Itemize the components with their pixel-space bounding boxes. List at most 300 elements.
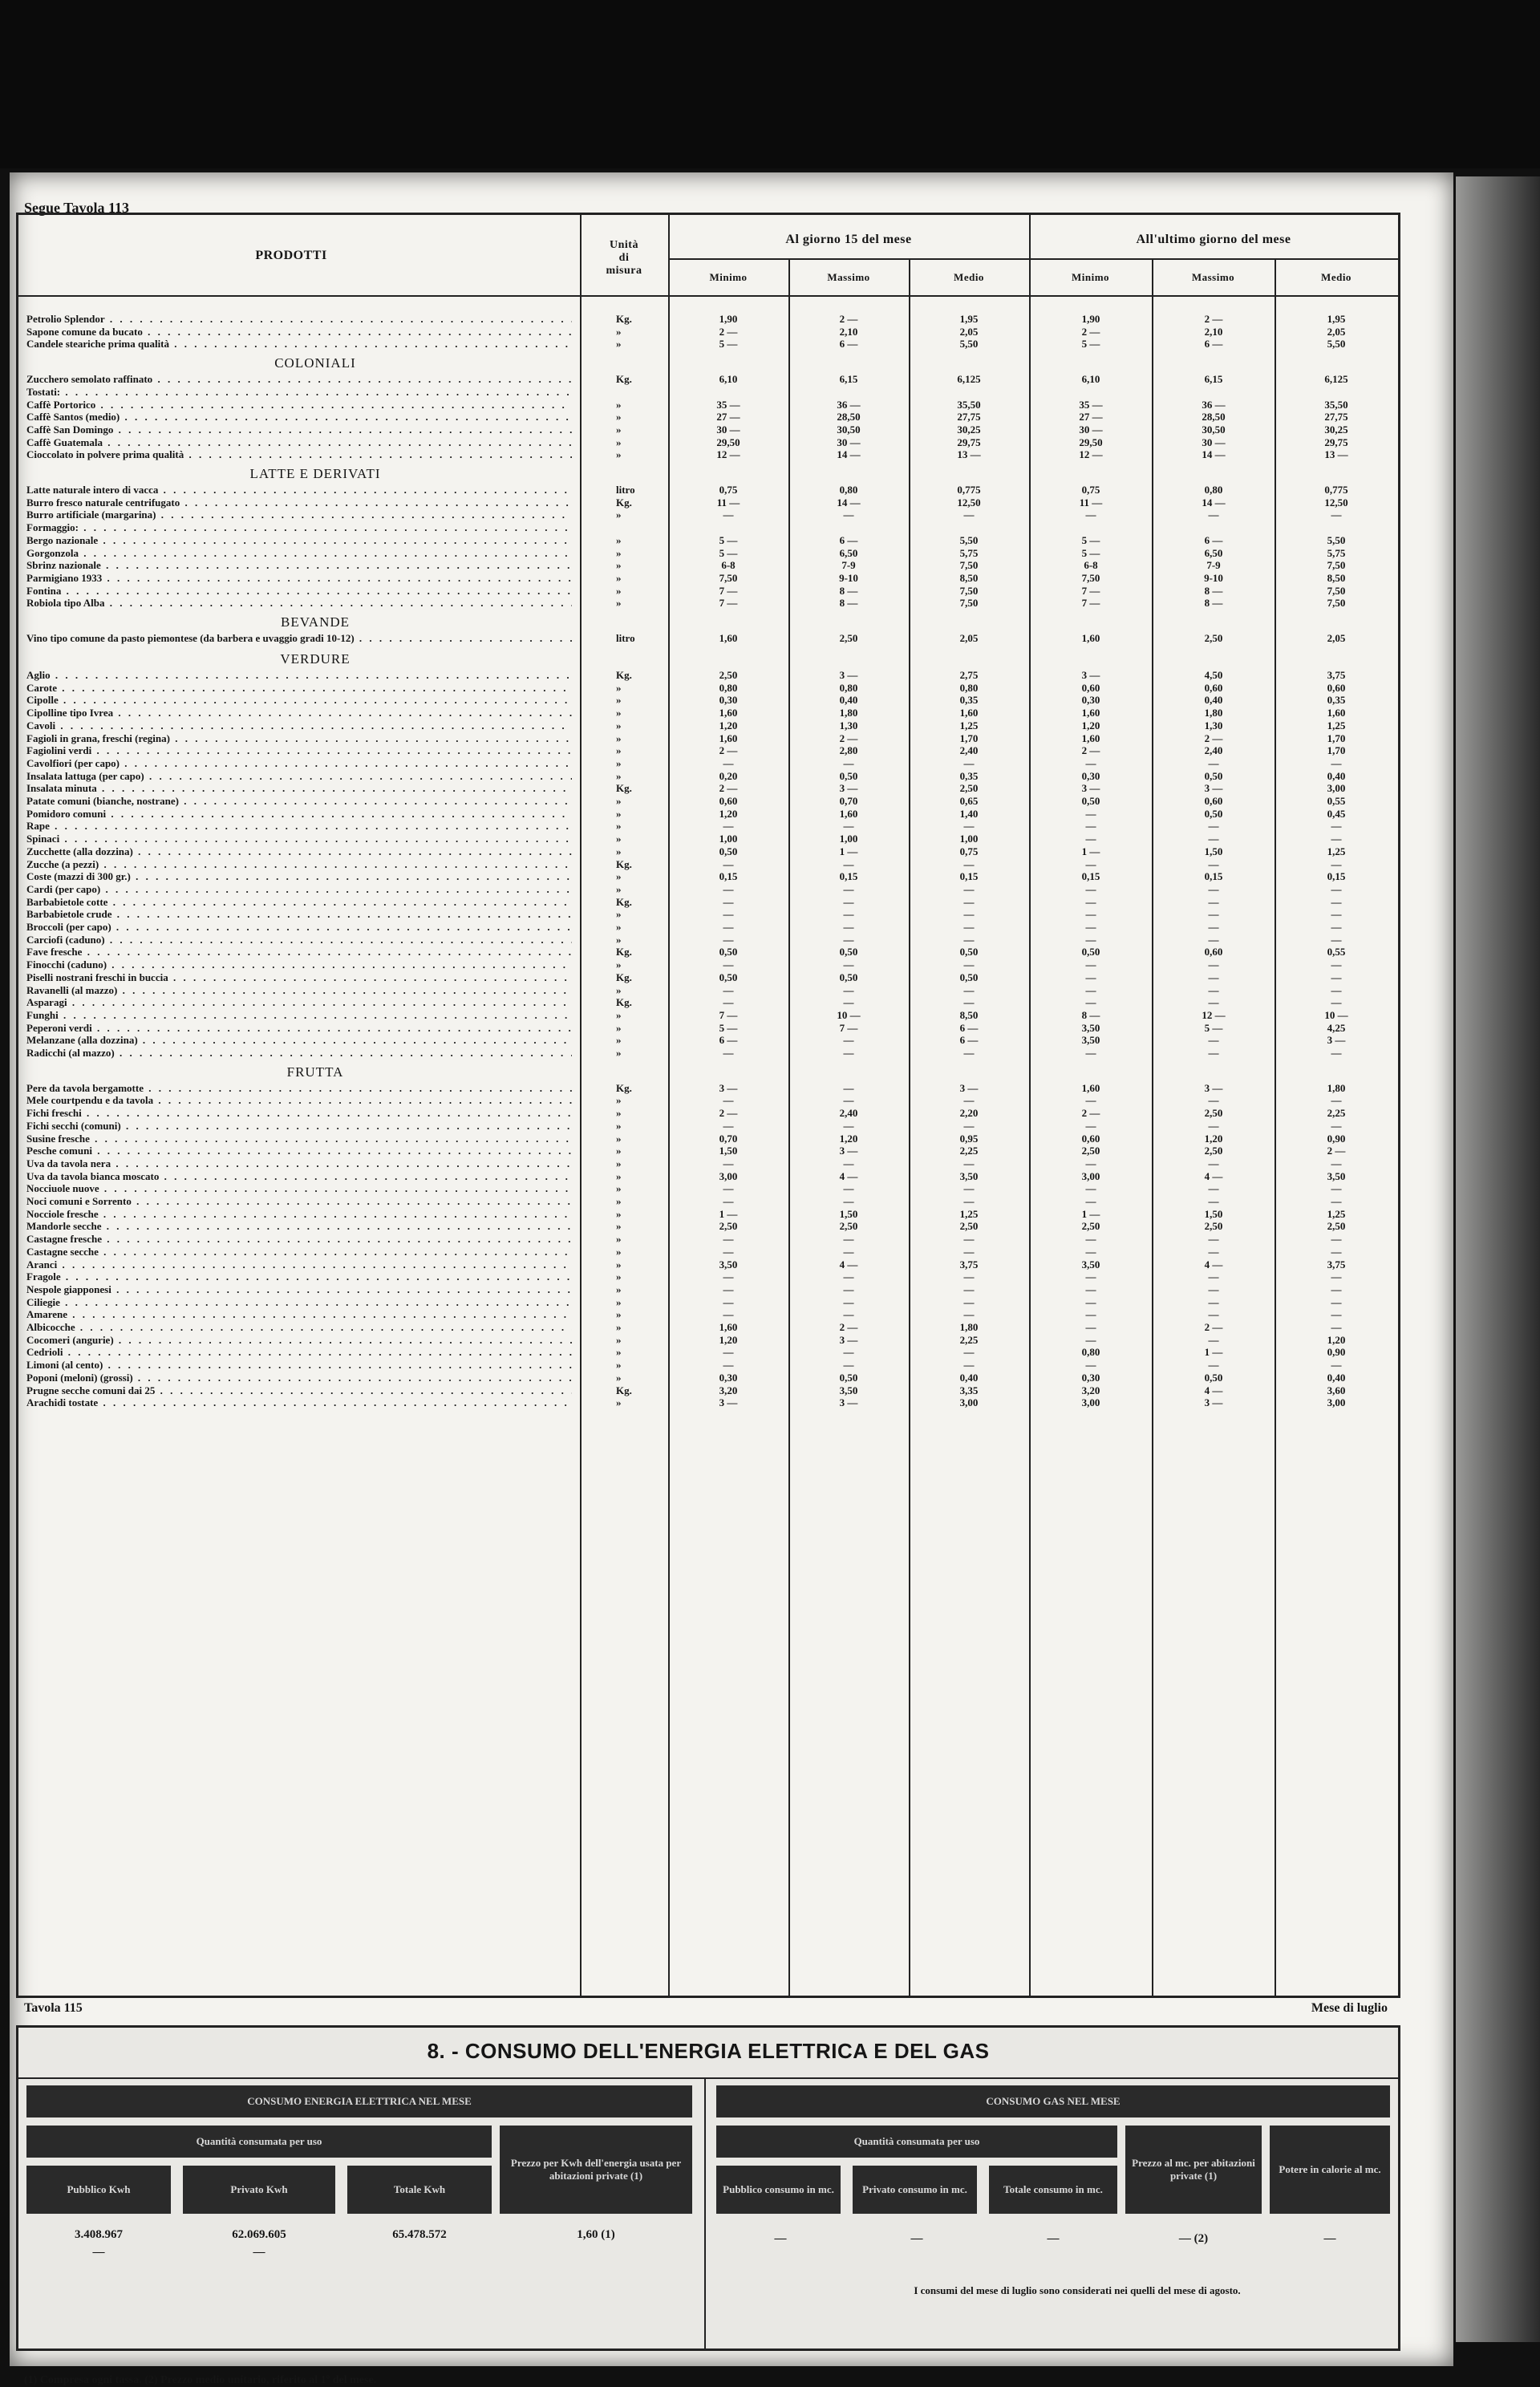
price-cell: 3 — [1081, 782, 1100, 795]
table-row [18, 313, 1398, 326]
header-prodotti: PRODOTTI [255, 249, 327, 262]
price-cell: — [843, 1157, 854, 1169]
price-cell: — [1331, 895, 1342, 908]
unit: » [616, 448, 622, 461]
price-cell: 3 — [959, 1081, 979, 1094]
elec-total-value: 65.478.572 [392, 2228, 447, 2241]
table-row [18, 921, 1398, 934]
price-cell: — [723, 509, 734, 521]
price-cell: 1,50 [1204, 845, 1223, 857]
product-name: Carciofi (caduno) . . . [26, 934, 572, 946]
price-cell: 2,05 [1327, 325, 1346, 338]
unit: » [616, 1094, 622, 1107]
table-row [18, 448, 1398, 461]
price-cell: 1,70 [959, 732, 979, 744]
product-name: Castagne secche . . . [26, 1246, 572, 1258]
table-row [18, 820, 1398, 833]
product-name: Patate comuni (bianche, nostrane) . . . [26, 795, 572, 808]
price-cell: 2,25 [959, 1333, 979, 1346]
table-row [18, 934, 1398, 946]
price-cell: — [1085, 996, 1096, 1009]
price-cell: 3 — [839, 1333, 858, 1346]
unit: » [616, 1021, 622, 1034]
unit: » [616, 1220, 622, 1233]
price-cell: 14 — [1202, 496, 1226, 509]
price-cell: — [1331, 756, 1342, 769]
product-name: Limoni (al cento) . . . [26, 1359, 572, 1372]
month-label: Mese di luglio [1311, 2001, 1388, 2015]
price-cell: — [1208, 1233, 1219, 1246]
price-cell: — [843, 509, 854, 521]
price-cell: — [723, 1195, 734, 1207]
price-cell: 8,50 [1327, 571, 1346, 584]
price-cell: — [963, 756, 975, 769]
price-cell: — [1331, 1233, 1342, 1246]
price-cell: 3,50 [1081, 1258, 1100, 1270]
price-cell: — [1085, 1047, 1096, 1059]
price-cell: — [1085, 1359, 1096, 1372]
price-cell: 6 — [1204, 338, 1223, 351]
price-cell: 3,75 [959, 1258, 979, 1270]
price-cell: — [1208, 1359, 1219, 1372]
table-row [18, 971, 1398, 984]
price-cell: 2 — [719, 325, 738, 338]
product-name: Ciliegie . . . [26, 1296, 572, 1309]
table-row [18, 782, 1398, 795]
table-row [18, 1321, 1398, 1334]
price-cell: 12 — [1079, 448, 1103, 461]
table-row [18, 1157, 1398, 1170]
price-cell: 2 — [1081, 1107, 1100, 1120]
table-row [18, 1082, 1398, 1095]
price-cell: 5 — [719, 338, 738, 351]
price-cell: 3,50 [959, 1169, 979, 1182]
unit: litro [616, 484, 635, 496]
price-cell: — [843, 820, 854, 833]
unit: » [616, 559, 622, 572]
unit: » [616, 1270, 622, 1283]
price-cell: — [1331, 1195, 1342, 1207]
price-cell: — [1331, 1321, 1342, 1333]
price-cell: — [963, 857, 975, 870]
price-cell: 3,50 [1081, 1021, 1100, 1034]
price-cell: 36 — [837, 398, 861, 411]
price-cell: 4 — [1204, 1169, 1223, 1182]
price-cell: 5,75 [959, 546, 979, 559]
gas-private-value: — [910, 2232, 923, 2245]
product-name: Aranci . . . [26, 1258, 572, 1271]
unit: » [616, 845, 622, 857]
product-name: Arachidi tostate . . . [26, 1396, 572, 1409]
table-row [18, 1270, 1398, 1283]
product-name: Spinaci . . . [26, 833, 572, 845]
price-cell: 30 — [837, 436, 861, 448]
price-cell: 8,50 [959, 571, 979, 584]
product-name: Mele courtpendu e da tavola . . . [26, 1094, 572, 1107]
price-cell: 2,05 [1327, 632, 1346, 644]
price-cell: 1,00 [839, 833, 858, 845]
price-cell: 0,80 [839, 681, 858, 694]
price-cell: 7-9 [1206, 559, 1221, 572]
unit: » [616, 1157, 622, 1169]
table-row [18, 1384, 1398, 1397]
price-cell: — [843, 1182, 854, 1195]
price-cell: 3 — [839, 1145, 858, 1157]
table-row [18, 572, 1398, 585]
price-cell: 1,50 [1204, 1207, 1223, 1220]
price-cell: 1,50 [719, 1145, 738, 1157]
price-cell: 4,50 [1204, 669, 1223, 681]
price-cell: 1,20 [1081, 719, 1100, 732]
price-cell: 1,60 [1327, 707, 1346, 719]
header-med-1: Medio [954, 271, 984, 283]
product-name: Asparagi . . . [26, 996, 572, 1009]
price-cell: — [1208, 1047, 1219, 1059]
price-cell: — [963, 820, 975, 833]
table-row [18, 1047, 1398, 1060]
price-cell: 6,125 [957, 373, 981, 386]
price-cell: 1,60 [719, 732, 738, 744]
price-cell: — [1331, 1295, 1342, 1308]
price-cell: — [843, 1346, 854, 1359]
gas-total-value: — [1047, 2232, 1060, 2245]
unit: » [616, 1258, 622, 1270]
price-cell: — [723, 1182, 734, 1195]
price-cell: 9-10 [1204, 571, 1223, 584]
price-cell: 3 — [839, 1396, 858, 1409]
price-cell: 2 — [1327, 1145, 1346, 1157]
price-cell: — [1208, 895, 1219, 908]
unit: » [616, 1169, 622, 1182]
table-row [18, 496, 1398, 509]
price-cell: 0,30 [1081, 769, 1100, 782]
price-cell: 0,60 [1081, 681, 1100, 694]
price-cell: — [1331, 958, 1342, 971]
table-row [18, 707, 1398, 719]
price-cell: — [1331, 1119, 1342, 1132]
unit: » [616, 1047, 622, 1059]
price-cell: — [1085, 908, 1096, 921]
table-row [18, 795, 1398, 808]
table-row [18, 1233, 1398, 1246]
price-cell: 0,50 [1204, 807, 1223, 820]
price-cell: 8 — [839, 597, 858, 610]
product-name: Zucche (a pezzi) . . . [26, 858, 572, 871]
price-cell: — [963, 1094, 975, 1107]
header-group-last: All'ultimo giorno del mese [1136, 233, 1291, 246]
price-cell: 0,60 [1204, 795, 1223, 807]
table-row [18, 1359, 1398, 1372]
unit: Kg. [616, 782, 632, 795]
price-cell: 27 — [716, 411, 740, 424]
price-cell: 6,125 [1324, 373, 1348, 386]
table-row [18, 1133, 1398, 1145]
elec-total-header: Totale Kwh [347, 2166, 492, 2214]
gas-total-header: Totale consumo in mc. [989, 2166, 1117, 2214]
gas-public-header: Pubblico consumo in mc. [716, 2166, 841, 2214]
product-name: Broccoli (per capo) . . . [26, 921, 572, 934]
price-cell: 0,45 [1327, 807, 1346, 820]
product-name: Cipolle . . . [26, 694, 572, 707]
price-cell: 1,25 [959, 719, 979, 732]
price-cell: 3,50 [839, 1384, 858, 1396]
price-cell: 29,75 [1324, 436, 1348, 448]
table-row [18, 1258, 1398, 1271]
price-cell: 5 — [719, 533, 738, 546]
elec-public-value: 3.408.967 [75, 2228, 123, 2241]
price-cell: 5,50 [959, 533, 979, 546]
unit: » [616, 597, 622, 610]
price-cell: — [1085, 857, 1096, 870]
price-cell: — [963, 1195, 975, 1207]
price-cell: — [1331, 921, 1342, 933]
price-cell: — [843, 756, 854, 769]
price-cell: 30,50 [1202, 423, 1226, 436]
price-cell: 0,50 [1204, 769, 1223, 782]
unit: » [616, 795, 622, 807]
price-cell: 0,55 [1327, 795, 1346, 807]
product-name: Cioccolato in polvere prima qualità . . . [26, 448, 572, 461]
price-cell: 1,60 [1081, 732, 1100, 744]
price-cell: — [1331, 1047, 1342, 1059]
unit: Kg. [616, 971, 632, 983]
price-cell: 1,60 [719, 632, 738, 644]
price-cell: — [1208, 971, 1219, 983]
price-cell: 4 — [839, 1169, 858, 1182]
unit: Kg. [616, 669, 632, 681]
elec-private-header: Privato Kwh [183, 2166, 335, 2214]
product-name: Mandorle secche . . . [26, 1220, 572, 1233]
table-row [18, 870, 1398, 883]
price-cell: 5 — [1204, 1021, 1223, 1034]
price-cell: 5,50 [1327, 338, 1346, 351]
price-cell: — [1085, 1245, 1096, 1258]
price-cell: 1 — [719, 1207, 738, 1220]
unit: » [616, 983, 622, 996]
price-cell: 30,50 [837, 423, 861, 436]
price-cell: 7 — [719, 597, 738, 610]
price-cell: 3,00 [1081, 1396, 1100, 1409]
price-cell: 0,95 [959, 1132, 979, 1145]
price-cell: 1,20 [719, 1333, 738, 1346]
price-cell: 6 — [839, 338, 858, 351]
price-cell: 0,50 [1204, 1371, 1223, 1384]
price-cell: — [723, 1346, 734, 1359]
gas-calorie-value: — [1323, 2232, 1336, 2245]
price-cell: — [723, 1359, 734, 1372]
unit: » [616, 732, 622, 744]
unit: » [616, 1119, 622, 1132]
price-cell: 3,00 [959, 1396, 979, 1409]
product-name: Peperoni verdi . . . [26, 1022, 572, 1035]
price-cell: — [723, 857, 734, 870]
price-cell: 0,75 [1081, 484, 1100, 496]
table-row [18, 1396, 1398, 1409]
price-cell: — [1085, 1308, 1096, 1321]
price-cell: 0,40 [959, 1371, 979, 1384]
table-number: Tavola 115 [24, 2001, 83, 2015]
price-cell: 2,05 [959, 632, 979, 644]
price-cell: 0,80 [839, 484, 858, 496]
price-cell: — [723, 882, 734, 895]
unit: » [616, 681, 622, 694]
price-cell: — [843, 1295, 854, 1308]
elec-private-value: 62.069.605 [232, 2228, 286, 2241]
header-unita [580, 239, 668, 278]
price-cell: 1,00 [719, 833, 738, 845]
price-cell: 3,75 [1327, 669, 1346, 681]
price-cell: — [963, 1295, 975, 1308]
price-cell: 8 — [1204, 584, 1223, 597]
table-row [18, 845, 1398, 858]
price-cell: — [723, 1157, 734, 1169]
price-cell: 12,50 [1324, 496, 1348, 509]
table-row [18, 757, 1398, 770]
price-cell: 7 — [1081, 584, 1100, 597]
price-cell: — [1331, 882, 1342, 895]
price-cell: — [963, 1182, 975, 1195]
price-cell: — [963, 1157, 975, 1169]
price-cell: 1,60 [719, 1321, 738, 1333]
price-cell: — [1208, 908, 1219, 921]
continuation-label: Segue Tavola 113 [24, 200, 130, 216]
price-cell: — [1085, 971, 1096, 983]
table-row [18, 1022, 1398, 1035]
price-cell: 0,50 [839, 946, 858, 958]
price-cell: — [1208, 1308, 1219, 1321]
price-cell: — [843, 1094, 854, 1107]
price-cell: 1,95 [959, 313, 979, 325]
price-cell: 7 — [719, 1008, 738, 1021]
price-cell: — [1208, 833, 1219, 845]
price-cell: — [1208, 1333, 1219, 1346]
price-cell: 2,50 [1081, 1220, 1100, 1233]
price-cell: — [1085, 882, 1096, 895]
price-cell: 1,60 [1081, 1081, 1100, 1094]
gas-header: CONSUMO GAS NEL MESE [716, 2085, 1390, 2118]
header-unita-line1: Unità [610, 239, 638, 251]
price-cell: — [1085, 1333, 1096, 1346]
price-cell: — [1208, 1295, 1219, 1308]
table-row [18, 338, 1398, 351]
product-name: Vino tipo comune da pasto piemontese (da barbera e uvaggio gradi 10-12) . . . [26, 632, 572, 645]
price-cell: 4 — [839, 1258, 858, 1270]
table-row [18, 1308, 1398, 1321]
price-cell: 1,00 [959, 833, 979, 845]
product-name: Nocciuole nuove . . . [26, 1182, 572, 1195]
price-cell: 3 — [719, 1081, 738, 1094]
price-cell: 0,35 [1327, 694, 1346, 707]
price-cell: 0,50 [1081, 795, 1100, 807]
table-row [18, 808, 1398, 821]
product-name: Gorgonzola . . . [26, 547, 572, 560]
price-cell: 2 — [839, 313, 858, 325]
price-cell: 2,40 [959, 744, 979, 757]
price-cell: 8 — [839, 584, 858, 597]
unit: Kg. [616, 857, 632, 870]
product-name: Parmigiano 1933 . . . [26, 572, 572, 585]
header-min-2: Minimo [1071, 271, 1110, 283]
price-cell: — [723, 820, 734, 833]
price-cell: 2,10 [839, 325, 858, 338]
product-name: Insalata lattuga (per capo) . . . [26, 770, 572, 783]
price-cell: — [1085, 921, 1096, 933]
price-cell: 3,50 [1327, 1169, 1346, 1182]
price-cell: — [843, 921, 854, 933]
price-cell: 1,70 [1327, 732, 1346, 744]
product-name: Melanzane (alla dozzina) . . . [26, 1034, 572, 1047]
price-cell: 7,50 [959, 597, 979, 610]
price-cell: 6,50 [839, 546, 858, 559]
price-cell: 2,50 [1204, 1145, 1223, 1157]
table-row [18, 833, 1398, 845]
price-cell: 2,80 [839, 744, 858, 757]
price-cell: — [963, 996, 975, 1009]
table-row [18, 958, 1398, 971]
price-cell: 0,60 [719, 795, 738, 807]
price-cell: 6 — [839, 533, 858, 546]
product-name: Piselli nostrani freschi in buccia . . . [26, 971, 572, 984]
unit: litro [616, 632, 635, 644]
price-cell: 0,50 [839, 971, 858, 983]
product-name: Caffè Guatemala . . . [26, 436, 572, 449]
unit: » [616, 1396, 622, 1409]
price-cell: 2 — [839, 732, 858, 744]
footnote: (1) Compresa ogni tassa. (2) Prezzo medio unitario, riferito al 1º del mese. [24, 2374, 377, 2386]
price-cell: 2 — [1204, 1321, 1223, 1333]
price-cell: — [1085, 895, 1096, 908]
price-cell: — [1208, 820, 1219, 833]
product-name: Radicchi (al mazzo) . . . [26, 1047, 572, 1060]
price-cell: 0,50 [719, 946, 738, 958]
price-cell: — [1085, 983, 1096, 996]
price-cell: 1,90 [1081, 313, 1100, 325]
price-cell: 1,80 [959, 1321, 979, 1333]
price-cell: — [963, 1233, 975, 1246]
table-row [18, 436, 1398, 449]
price-cell: — [1331, 1308, 1342, 1321]
price-cell: 0,40 [839, 694, 858, 707]
price-cell: 4,25 [1327, 1021, 1346, 1034]
product-name: Cardi (per capo) . . . [26, 883, 572, 896]
price-cell: 0,40 [1327, 1371, 1346, 1384]
price-cell: — [963, 1270, 975, 1283]
price-cell: — [1208, 1182, 1219, 1195]
price-cell: 2 — [719, 782, 738, 795]
elec-price-header: Prezzo per Kwh dell'energia usata per abitazioni private (1) [500, 2126, 692, 2214]
product-name: Caffè San Domingo . . . [26, 424, 572, 436]
price-cell: 2 — [719, 1107, 738, 1120]
price-cell: 1,20 [1204, 1132, 1223, 1145]
price-cell: 7,50 [1327, 559, 1346, 572]
table-row [18, 1220, 1398, 1233]
price-cell: — [843, 1034, 854, 1047]
price-cell: — [1085, 820, 1096, 833]
price-cell: 3,00 [1327, 1396, 1346, 1409]
price-cell: 0,70 [839, 795, 858, 807]
table-row [18, 946, 1398, 958]
price-cell: 5 — [719, 546, 738, 559]
price-cell: 5 — [1081, 533, 1100, 546]
table-row [18, 984, 1398, 997]
price-cell: 10 — [837, 1008, 861, 1021]
table-row [18, 585, 1398, 598]
price-cell: 2 — [1081, 325, 1100, 338]
price-cell: — [723, 756, 734, 769]
price-cell: — [1331, 1094, 1342, 1107]
unit: » [616, 744, 622, 757]
price-cell: — [723, 921, 734, 933]
